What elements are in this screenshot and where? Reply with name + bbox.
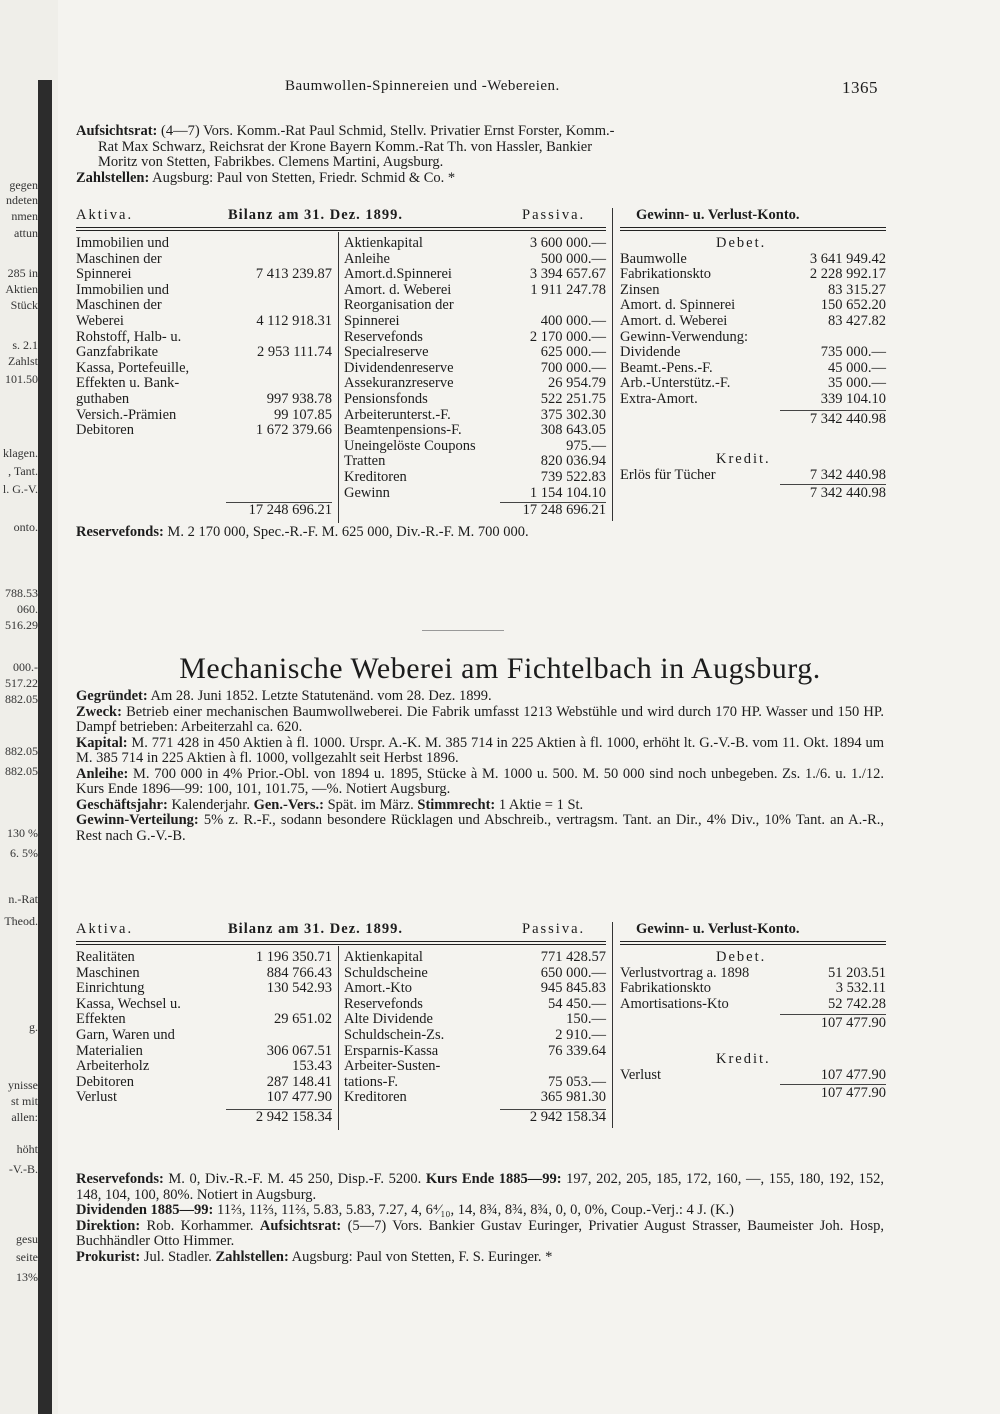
aktiva-item-label: Debitoren [76, 422, 134, 439]
gutter-fragment: gesu [16, 1232, 38, 1246]
header-rule-gv-2 [620, 944, 886, 945]
zahlstellen-line: Zahlstellen: Augsburg: Paul von Stetten, Friedr. Schmid & Co. * [76, 169, 456, 186]
gutter-fragment: 101.50 [5, 372, 38, 386]
bilanz-title: Bilanz am 31. Dez. 1899. [228, 921, 404, 937]
aktiva-item-amount: 997 938.78 [266, 391, 332, 407]
gv-debet-label: Debet. [716, 235, 767, 251]
passiva-item-amount: 150.— [566, 1011, 606, 1028]
passiva-item-amount: 945 845.83 [540, 980, 606, 997]
gv-debet-item-label: Beamt.-Pens.-F. [620, 359, 713, 376]
passiva-item-label: Dividendenreserve [344, 359, 454, 376]
gv-debet-item-label: Arb.-Unterstütz.-F. [620, 375, 731, 392]
gutter-fragment: Aktien [5, 282, 38, 296]
gv-kredit-total: 7 342 440.98 [809, 485, 886, 502]
gutter-fragment: ndeten [6, 193, 38, 207]
passiva-item-label: Amort. d. Weberei [344, 281, 452, 298]
passiva-item-amount: 400 000.— [540, 313, 606, 329]
passiva-item-label: Kreditoren [344, 1089, 407, 1106]
header-rule-gv [620, 941, 886, 942]
passiva-item-label: Reservefonds [344, 995, 423, 1012]
passiva-item-amount: 308 643.05 [540, 422, 606, 439]
passiva-item-amount: 2 170 000.— [529, 328, 606, 345]
gutter-fragment: Stück [10, 298, 38, 312]
passiva-item-label: Kreditoren [344, 469, 407, 485]
aktiva-item-label: Kassa, Wechsel u. [76, 995, 181, 1012]
gv-debet-item-amount: 3 532.11 [835, 980, 886, 997]
passiva-item-label: Aktienkapital [344, 235, 423, 251]
aufsichtsrat-line-2: Rat Max Schwarz, Reichsrat der Krone Bayern Komm.-Rat Th. von Hassler, Bankier [98, 138, 593, 155]
passiva-item-label: Arbeiter-Susten- [344, 1058, 441, 1075]
passiva-item-amount: 771 428.57 [540, 949, 606, 965]
aktiva-item-amount: 99 107.85 [274, 406, 332, 423]
passiva-item-amount: 26 954.79 [548, 375, 606, 392]
passiva-item-label: Gewinn [344, 484, 390, 501]
gv-debet-item-amount: 2 228 992.17 [809, 266, 886, 283]
aktiva-item-label: Weberei [76, 313, 124, 329]
gutter-fragment: s. 2.1 [12, 338, 38, 352]
aktiva-item-label: Kassa, Portefeuille, [76, 359, 190, 376]
aktiva-item-label: Ganzfabrikate [76, 344, 159, 361]
passiva-item-label: Schuldscheine [344, 964, 428, 981]
gv-debet-item-label: Verlustvortrag a. 1898 [620, 964, 750, 981]
passiva-item-amount: 625 000.— [540, 344, 606, 361]
aktiva-item-label: Immobilien und [76, 235, 170, 251]
aktiva-item-label: Arbeiterholz [76, 1058, 150, 1075]
gv-debet-item-label: Amort. d. Spinnerei [620, 297, 736, 314]
passiva-item-label: Assekuranzreserve [344, 375, 454, 392]
aktiva-item-amount: 287 148.41 [266, 1073, 332, 1090]
gewinn-verteilung-para: Gewinn-Verteilung: 5% z. R.-F., sodann besondere Rücklagen und Abschreib., vertragsm. Tant. an Dir., 4% Div., 10% Tant. an A.-R., Rest nach G.-V.-B. [76, 812, 884, 844]
kapital-para: Kapital: M. 771 428 in 450 Aktien à fl. 1000. Urspr. A.-K. M. 385 714 in 225 Aktien à fl. 1000, erhöht lt. G.-V.-B. vom 11. Okt. 1894 um M. 385 714 in 225 Aktien à fl. 1000, vollgezahlt seit Herbst 1896. [76, 734, 884, 766]
passiva-item-label: Reorganisation der [344, 297, 454, 314]
gv-debet-item-label: Gewinn-Verwendung: [620, 328, 749, 345]
passiva-item-amount: 3 394 657.67 [529, 266, 606, 283]
gutter-fragment: attun [14, 226, 38, 240]
top-section [76, 124, 884, 186]
passiva-item-label: Reservefonds [344, 328, 423, 345]
gutter-fragment: 130 % [7, 826, 38, 840]
aktiva-total: 17 248 696.21 [248, 502, 332, 519]
gutter-fragment: l. G.-V. [2, 482, 38, 496]
bilanz-title: Bilanz am 31. Dez. 1899. [228, 207, 404, 223]
passiva-item-label: Amort.-Kto [344, 980, 413, 997]
aktiva-item-amount: 884 766.43 [266, 964, 332, 981]
aktiva-item-label: Maschinen der [76, 297, 162, 314]
gutter-fragment: 000.- [13, 660, 38, 674]
gv-kredit-item-amount: 107 477.90 [820, 1066, 886, 1083]
passiva-item-label: Aktienkapital [344, 949, 423, 965]
passiva-item-label: Specialreserve [344, 344, 429, 361]
gutter-fragment: allen: [11, 1110, 38, 1124]
reservefonds-footer-label: Reservefonds: [76, 523, 164, 540]
passiva-total: 2 942 158.34 [529, 1109, 606, 1125]
reservefonds-footer [76, 525, 529, 541]
header-rule-balance-2 [76, 230, 606, 231]
aktiva-item-amount: 1 672 379.66 [255, 422, 332, 439]
gutter-fragment: st mit [10, 1094, 38, 1108]
gv-debet-item-label: Amort. d. Weberei [620, 313, 728, 329]
passiva-header: Passiva. [522, 921, 586, 937]
aktiva-item-label: Einrichtung [76, 980, 145, 997]
gutter-fragment: Zahlst [8, 354, 38, 368]
aktiva-item-label: Versich.-Prämien [76, 406, 177, 423]
aktiva-item-label: Rohstoff, Halb- u. [76, 328, 182, 345]
passiva-item-label: Alte Dividende [344, 1011, 433, 1028]
gv-kredit-label: Kredit. [716, 451, 771, 468]
gutter-fragment: n.-Rat [8, 892, 38, 906]
company-details [76, 689, 884, 844]
running-head-title: Baumwollen-Spinnereien und -Webereien. [285, 78, 560, 94]
aktiva-item-amount: 29 651.02 [274, 1011, 332, 1028]
passiva-item-label: Tratten [344, 453, 386, 470]
zweck-para: Zweck: Betrieb einer mechanischen Baumwollweberei. Die Fabrik umfasst 1213 Webstühle und wird durch 170 HP. Wasser und 150 HP. Dampf betrieben: Arbeiterzahl ca. 620. [76, 703, 884, 735]
header-rule-balance [76, 227, 606, 228]
gv-debet-item-amount: 52 742.28 [828, 995, 886, 1012]
aktiva-item-label: Maschinen der [76, 250, 162, 267]
gutter-fragment: gegen [9, 178, 38, 192]
gutter-fragment: 285 in [7, 266, 38, 280]
passiva-item-amount: 522 251.75 [540, 391, 606, 407]
passiva-item-amount: 650 000.— [540, 964, 606, 981]
aktiva-item-label: Materialien [76, 1042, 143, 1059]
aktiva-item-amount: 1 196 350.71 [255, 949, 332, 965]
gv-debet-item-amount: 35 000.— [828, 375, 886, 392]
company-title: Mechanische Weberei am Fichtelbach in Augsburg. [179, 652, 821, 685]
column-divider-balance [338, 232, 339, 523]
aktiva-item-amount: 2 953 111.74 [256, 344, 332, 361]
balance-sheet-1899-weberei [76, 922, 886, 1172]
gv-title: Gewinn- u. Verlust-Konto. [636, 921, 800, 937]
geschaeftsjahr-para: Geschäftsjahr: Kalenderjahr. Gen.-Vers.: Spät. im März. Stimmrecht: 1 Aktie = 1 St. [76, 796, 584, 813]
gv-debet-item-amount: 3 641 949.42 [809, 250, 886, 267]
prokurist-para: Prokurist: Jul. Stadler. Zahlstellen: Augsburg: Paul von Stetten, F. S. Euringer. * [76, 1248, 553, 1265]
aktiva-item-label: guthaben [76, 391, 130, 407]
gv-title: Gewinn- u. Verlust-Konto. [636, 207, 800, 223]
reservefonds-kurs-para: Reservefonds: M. 0, Div.-R.-F. M. 45 250, Disp.-F. 5200. Kurs Ende 1885—99: 197, 202, 205, 185, 172, 160, —, 155, 180, 192, 152, 148, 104, 100, 80%. Notiert in Augsburg. [76, 1171, 885, 1203]
aktiva-item-label: Immobilien und [76, 281, 170, 298]
gv-debet-item-amount: 83 315.27 [828, 281, 886, 298]
gv-debet-item-label: Extra-Amort. [620, 391, 698, 407]
gutter-fragment: 6. 5% [10, 846, 38, 860]
reservefonds-footer-text: M. 2 170 000, Spec.-R.-F. M. 625 000, Div.-R.-F. M. 700 000. [163, 523, 529, 540]
gutter-fragment: Theod. [4, 914, 38, 928]
gv-debet-item-amount: 339 104.10 [820, 391, 886, 407]
header-rule-balance-2 [76, 944, 606, 945]
section-separator [422, 630, 504, 631]
aktiva-item-label: Realitäten [76, 949, 135, 965]
gutter-fragment: onto. [13, 520, 38, 534]
passiva-item-label: Amort.d.Spinnerei [344, 266, 452, 283]
aktiva-item-label: Verlust [76, 1089, 118, 1106]
aktiva-item-amount: 107 477.90 [266, 1089, 332, 1106]
passiva-item-amount: 54 450.— [548, 995, 606, 1012]
passiva-total: 17 248 696.21 [522, 502, 606, 519]
header-rule-gv [620, 227, 886, 228]
gv-debet-item-amount: 735 000.— [820, 344, 886, 361]
aktiva-item-label: Garn, Waren und [76, 1027, 175, 1043]
aktiva-header: Aktiva. [76, 207, 134, 223]
gv-debet-item-label: Baumwolle [620, 250, 687, 267]
gutter-fragment: 13% [16, 1270, 38, 1284]
gutter-fragment: , Tant. [8, 464, 38, 478]
passiva-item-label: Ersparnis-Kassa [344, 1042, 439, 1059]
passiva-item-amount: 375 302.30 [540, 406, 606, 423]
aktiva-item-label: Spinnerei [76, 266, 132, 283]
passiva-item-label: Spinnerei [344, 313, 400, 329]
gutter-fragment: höht [16, 1142, 38, 1156]
aktiva-item-label: Effekten [76, 1011, 126, 1028]
gutter-fragment: 060. [17, 602, 38, 616]
header-rule-balance [76, 941, 606, 942]
gutter-fragment: 516.29 [5, 618, 38, 632]
passiva-item-label: Uneingelöste Coupons [344, 437, 476, 454]
aktiva-item-amount: 4 112 918.31 [256, 313, 332, 329]
gv-debet-item-label: Zinsen [620, 281, 660, 298]
passiva-item-label: Pensionsfonds [344, 391, 428, 407]
gutter-fragment: ynisse [8, 1078, 38, 1092]
gutter-fragment: 788.53 [5, 586, 38, 600]
column-divider-balance [338, 946, 339, 1130]
gv-debet-item-amount: 45 000.— [828, 359, 886, 376]
passiva-item-amount: 365 981.30 [540, 1089, 606, 1106]
passiva-item-amount: 75 053.— [548, 1073, 606, 1090]
gutter-fragment: 882.05 [5, 692, 38, 706]
aktiva-item-amount: 153.43 [292, 1058, 332, 1075]
gv-kredit-item-amount: 7 342 440.98 [809, 466, 886, 483]
gv-debet-item-label: Amortisations-Kto [620, 995, 729, 1012]
passiva-item-amount: 1 154 104.10 [529, 484, 606, 501]
aktiva-item-amount: 130 542.93 [266, 980, 332, 997]
gv-kredit-label: Kredit. [716, 1051, 771, 1068]
gv-debet-total: 7 342 440.98 [809, 410, 886, 427]
aktiva-item-label: Effekten u. Bank- [76, 375, 180, 392]
gv-kredit-total: 107 477.90 [820, 1085, 886, 1102]
passiva-item-amount: 3 600 000.— [529, 235, 606, 251]
gutter-fragment: 517.22 [5, 676, 38, 690]
gv-debet-item-amount: 150 652.20 [820, 297, 886, 314]
passiva-item-amount: 1 911 247.78 [530, 281, 606, 298]
aufsichtsrat-line-3: Moritz von Stetten, Fabrikbes. Clemens Martini, Augsburg. [98, 154, 444, 170]
gv-kredit-item-label: Erlös für Tücher [620, 466, 716, 483]
passiva-item-amount: 76 339.64 [548, 1042, 606, 1059]
gegruendet-para: Gegründet: Am 28. Juni 1852. Letzte Statutenänd. vom 28. Dez. 1899. [76, 688, 492, 704]
passiva-item-label: tations-F. [344, 1073, 399, 1090]
adjacent-page-gutter [0, 0, 58, 1414]
gv-debet-label: Debet. [716, 949, 767, 965]
bottom-section [76, 1172, 884, 1265]
gutter-fragment: 882.05 [5, 764, 38, 778]
passiva-item-label: Anleihe [344, 250, 390, 267]
gv-debet-total: 107 477.90 [820, 1015, 886, 1032]
passiva-item-label: Arbeiterunterst.-F. [344, 406, 451, 423]
aktiva-item-amount: 7 413 239.87 [255, 266, 332, 283]
aktiva-header: Aktiva. [76, 921, 134, 937]
gutter-fragment: seite [16, 1250, 38, 1264]
column-divider-gv [612, 922, 613, 1128]
passiva-item-amount: 2 910.— [555, 1027, 606, 1043]
gv-debet-item-label: Dividende [620, 344, 681, 361]
gutter-fragment: g. [29, 1020, 38, 1034]
direktion-para: Direktion: Rob. Korhammer. Aufsichtsrat: (5—7) Vors. Bankier Gustav Euringer, Privatier August Strasser, Baumeister Joh. Hosp, Buchhändler Otto Himmer. [76, 1217, 884, 1249]
gutter-fragment: 882.05 [5, 744, 38, 758]
aktiva-total: 2 942 158.34 [255, 1109, 332, 1125]
dividenden-para: Dividenden 1885—99: 11⅔, 11⅔, 11⅔, 5.83, 5.83, 7.27, 4, 6⁴⁄₁₀, 14, 8¾, 8¾, 8¾, 0, 0, 0%, Coup.-Verj.: 4 J. (K.) [76, 1202, 735, 1218]
passiva-item-amount: 739 522.83 [540, 469, 606, 485]
gv-debet-item-amount: 51 203.51 [828, 964, 886, 981]
aktiva-item-amount: 306 067.51 [266, 1042, 332, 1059]
gutter-fragment: -V.-B. [8, 1162, 38, 1176]
anleihe-para: Anleihe: M. 700 000 in 4% Prior.-Obl. von 1894 u. 1895, Stücke à M. 1000 u. 500. M. 50 000 sind noch unbegeben. Zs. 1./6. u. 1./12. Kurs Ende 1896—99: 100, 101, 101.75, —%. Notiert Augsburg. [76, 765, 884, 797]
passiva-item-label: Beamtenpensions-F. [344, 422, 462, 439]
aktiva-item-label: Maschinen [76, 964, 140, 981]
gutter-fragment: nmen [11, 209, 38, 223]
gutter-fragment: klagen. [3, 446, 38, 460]
binding-shadow [38, 80, 52, 1414]
aufsichtsrat-line-1: Aufsichtsrat: (4—7) Vors. Komm.-Rat Paul Schmid, Stellv. Privatier Ernst Forster, Komm.- [76, 123, 615, 139]
gv-debet-item-label: Fabrikationskto [620, 266, 712, 283]
gv-debet-item-amount: 83 427.82 [828, 313, 886, 329]
gv-debet-item-label: Fabrikationskto [620, 980, 712, 997]
aktiva-item-label: Debitoren [76, 1073, 134, 1090]
passiva-item-amount: 700 000.— [540, 359, 606, 376]
passiva-header: Passiva. [522, 207, 586, 223]
header-rule-gv-2 [620, 230, 886, 231]
passiva-item-amount: 975.— [566, 437, 606, 454]
passiva-item-amount: 820 036.94 [540, 453, 606, 470]
passiva-item-label: Schuldschein-Zs. [344, 1027, 445, 1043]
column-divider-gv [612, 208, 613, 521]
gv-kredit-item-label: Verlust [620, 1066, 662, 1083]
passiva-item-amount: 500 000.— [540, 250, 606, 267]
page-number: 1365 [842, 78, 878, 97]
balance-sheet-1899-spinnerei [76, 208, 886, 608]
